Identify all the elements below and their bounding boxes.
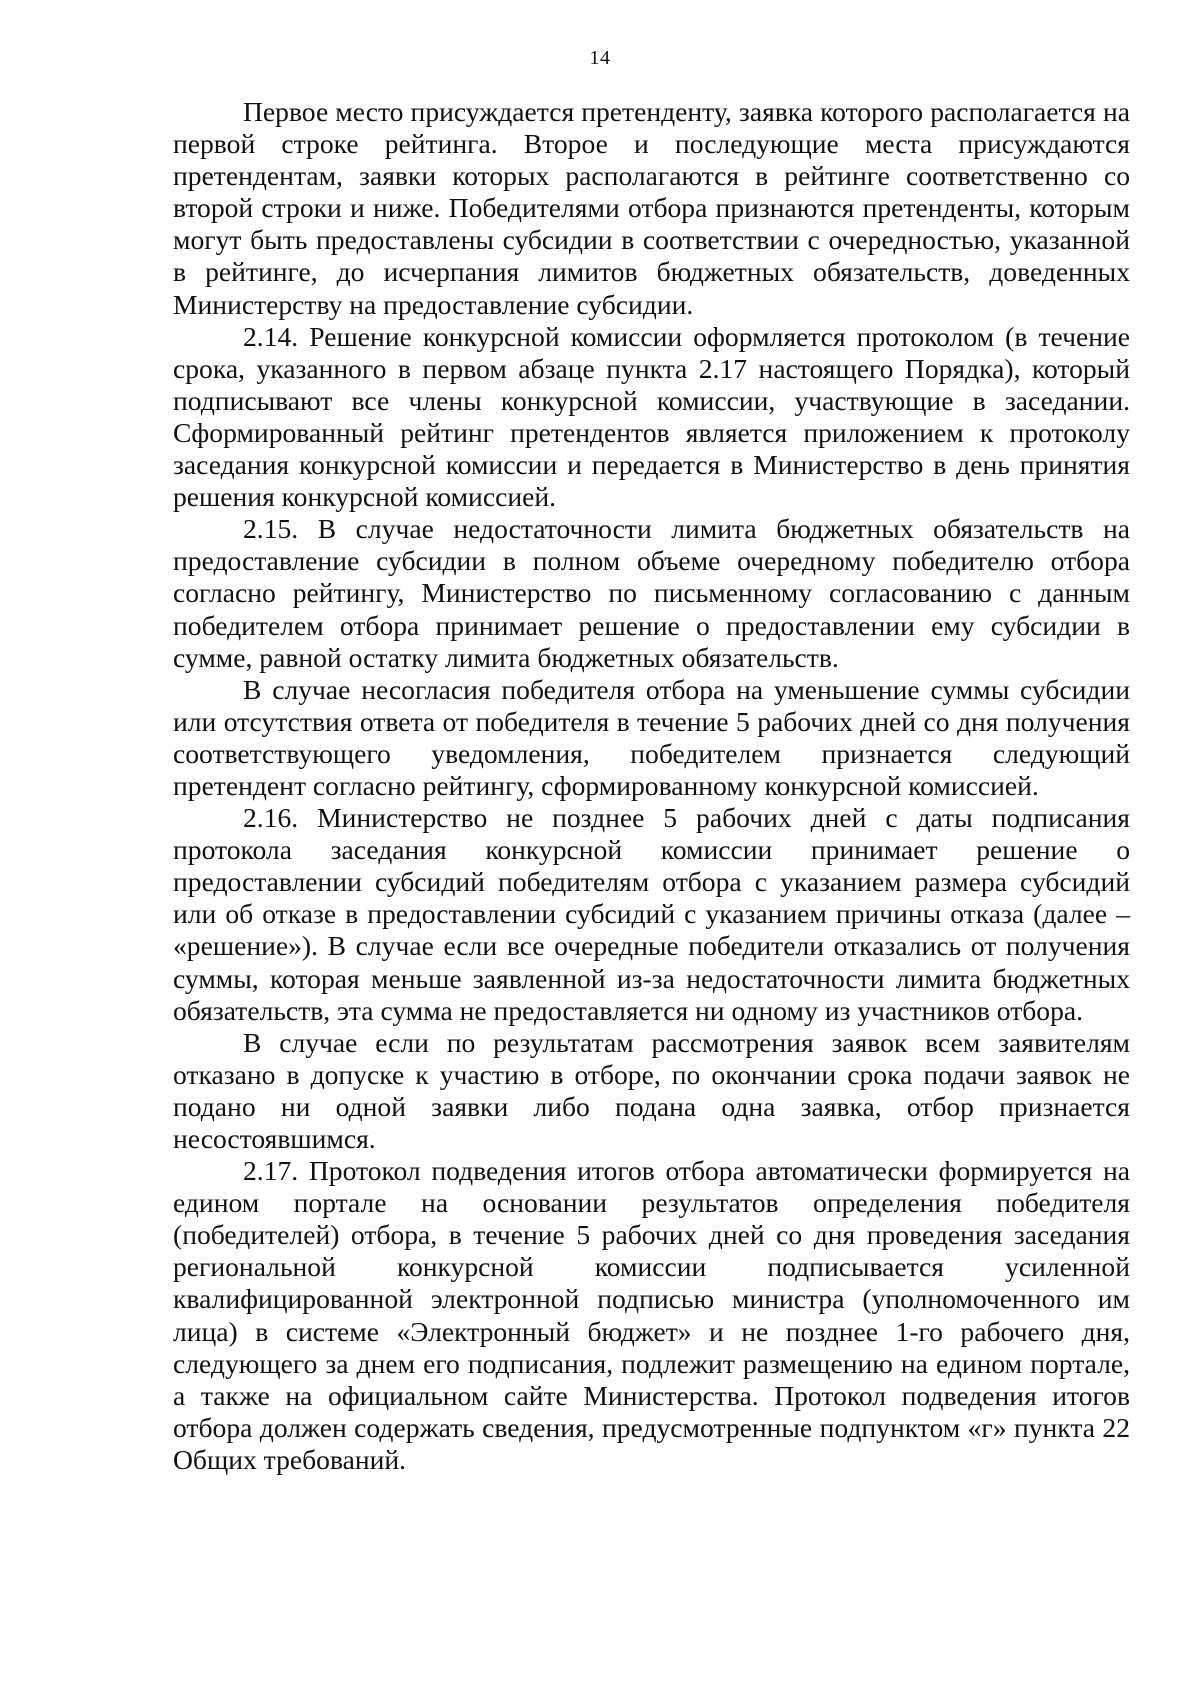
- paragraph-2-16: 2.16. Министерство не позднее 5 рабочих дней с даты подписания протокола заседания конкурсной комиссии принимает решение о предоставлении субсидий победителям отбора с указанием размера субсидий или об отказе в предоставлении субсидий с указанием причины отказа (далее – «решение»). В случае если все очередные победители отказались от получения суммы, которая меньше заявленной из-за недостаточности лимита бюджетных обязательств, эта сумма не предоставляется ни одному из участников отбора.: [173, 802, 1130, 1026]
- paragraph-failed-selection: В случае если по результатам рассмотрения заявок всем заявителям отказано в допуске к участию в отборе, по окончании срока подачи заявок не подано ни одной заявки либо подана одна заявка, отбор признается несостоявшимся.: [173, 1026, 1130, 1154]
- paragraph-disagreement: В случае несогласия победителя отбора на уменьшение суммы субсидии или отсутствия ответа от победителя в течение 5 рабочих дней со дня получения соответствующего уведомления, победителем признается следующий претендент согласно рейтингу, сформированному конкурсной комиссией.: [173, 673, 1130, 801]
- paragraph-2-17: 2.17. Протокол подведения итогов отбора автоматически формируется на едином портале на основании результатов определения победителя (победителей) отбора, в течение 5 рабочих дней со дня проведения заседания региональной конкурсной комиссии подписывается усиленной квалифицированной электронной подписью министра (уполномоченного им лица) в системе «Электронный бюджет» и не позднее 1-го рабочего дня, следующего за днем его подписания, подлежит размещению на едином портале, а также на официальном сайте Министерства. Протокол подведения итогов отбора должен содержать сведения, предусмотренные подпунктом «г» пункта 22 Общих требований.: [173, 1155, 1130, 1475]
- document-body: [173, 96, 1130, 1476]
- paragraph-2-14: 2.14. Решение конкурсной комиссии оформляется протоколом (в течение срока, указанного в первом абзаце пункта 2.17 настоящего Порядка), который подписывают все члены конкурсной комиссии, участвующие в заседании. Сформированный рейтинг претендентов является приложением к протоколу заседания конкурсной комиссии и передается в Министерство в день принятия решения конкурсной комиссией.: [173, 320, 1130, 513]
- page-number: 14: [589, 47, 611, 69]
- paragraph-first-place: Первое место присуждается претенденту, заявка которого располагается на первой строке рейтинга. Второе и последующие места присуждаются претендентам, заявки которых располагаются в рейтинге соответственно со второй строки и ниже. Победителями отбора признаются претенденты, которым могут быть предоставлены субсидии в соответствии с очередностью, указанной в рейтинге, до исчерпания лимитов бюджетных обязательств, доведенных Министерству на предоставление субсидии.: [173, 96, 1130, 320]
- paragraph-2-15: 2.15. В случае недостаточности лимита бюджетных обязательств на предоставление субсидии в полном объеме очередному победителю отбора согласно рейтингу, Министерство по письменному согласованию с данным победителем отбора принимает решение о предоставлении ему субсидии в сумме, равной остатку лимита бюджетных обязательств.: [173, 513, 1130, 673]
